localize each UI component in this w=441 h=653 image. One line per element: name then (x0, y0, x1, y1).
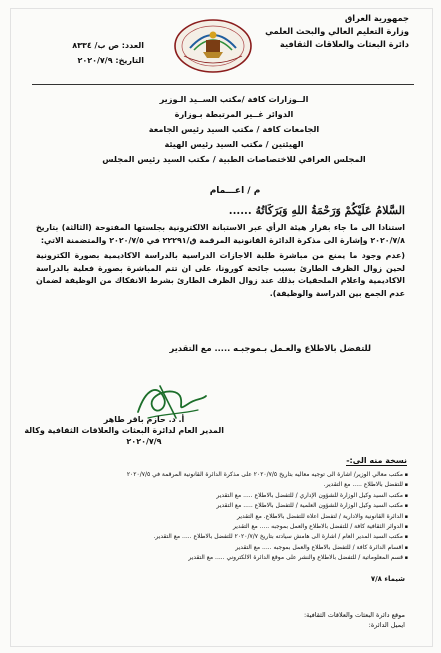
copy-recipient-item: ▪ اقسام الدائرة كافة / للتفضل بالاطلاع والعمل بموجبه ..... مع التقدير (34, 543, 408, 553)
date-label: التاريخ: (115, 56, 144, 65)
reference-block (44, 38, 144, 68)
header-line-ministry: وزارة التعليم العالي والبحث العلمي (265, 26, 409, 36)
subject-line: م / اعـــمام (209, 186, 261, 196)
recipient-line: الدوائر غــير المرتبطة بـوزارة (174, 109, 294, 119)
letter-body (36, 222, 405, 304)
footer-email-label: ايميل الدائرة: (368, 621, 405, 629)
typist-initials: شيماء ٧/٨ (370, 575, 405, 583)
closing-line: للتفضل بالاطلاع والعـمل بـموجبـه ..... مع التقدير (169, 343, 371, 353)
copy-recipient-item: ▪ قسم المعلوماتية / للتفضل بالاطلاع والنشر على موقع الدائرة الالكتروني ..... مع التقدير (34, 553, 408, 563)
salutation: السَّلامُ عَلَيْكُمْ وَرَحْمَةُ اللهِ وَبَرَكَاتُهُ ...... (228, 204, 405, 217)
copy-recipient-item: ▪ مكتب السيد وكيل الوزارة للشؤون العلمية / للتفضل بالاطلاع ..... مع التقدير (34, 501, 408, 511)
number-value: ٨٣٣٤ (72, 41, 92, 50)
copy-recipient-item: ▪ للتفضل بالاطلاع ..... مع التقدير. (34, 480, 408, 490)
signer-name: أ. د. حازم باقر طاهر (103, 415, 185, 424)
copies-list (34, 470, 408, 564)
ministry-header (265, 12, 409, 51)
copy-recipient-item: ▪ مكتب السيد وكيل الوزارة للشؤون الإداري / للتفضل بالاطلاع ..... مع التقدير (34, 491, 408, 501)
header-line-directorate: دائرة البعثات والعلاقات الثقافية (279, 39, 409, 49)
recipients-block (100, 92, 368, 167)
date-value: ٢٠٢٠/٧/٩ (77, 56, 113, 65)
copy-recipient-item: ▪ الدائرة القانونية والادارية / لتفضل اعلاه للتفضل بالاطلاع. مع التقدير (34, 512, 408, 522)
body-paragraph: استنادا الى ما جاء بقرار هيئة الرأي عبر الاستبانة الالكترونية بجلستها المفتوحة (الثالثة) بتاريخ ٢٠٢٠/٧/٨ وإشارة الى مذكرة الدائرة القانونية المرقمة ق/٢٢٢٩١ في ٢٠٢٠/٧/٥ والمتضمنة الاتي: (36, 223, 405, 245)
footer-website-label: موقع دائرة البعثات والعلاقات الثقافية: (303, 611, 405, 619)
signer-block (24, 414, 224, 447)
reference-number-row (44, 38, 144, 53)
copy-recipient-item: ▪ مكتب السيد المدير العام / اشارة الى هامش سيادته بتاريخ ٢٠٢٠/٧/٧ للتفضل بالاطلاع ..... مع التقدير. (34, 532, 408, 542)
footer-contact (304, 610, 405, 630)
recipient-line: الهيئتين / مكتب السيد رئيس الهيئة (164, 139, 304, 149)
reference-date-row (44, 53, 144, 68)
copies-heading: نسخة منه الى:- (346, 456, 407, 465)
copy-recipient-item: ▪ الدوائر الثقافية كافة / للتفضل بالاطلاع والعمل بموجبه ..... مع التقدير (34, 522, 408, 532)
recipient-line: المجلس العراقي للاختصاصات الطبية / مكتب السيد رئيس المجلس (102, 154, 366, 164)
recipient-line: الــوزارات كافة /مكتب الســيد الـوزير (159, 94, 309, 104)
copy-recipient-item: ▪ مكتب معالي الوزير/ اشارة الى توجيه معاليه بتاريخ ٢٠٢٠/٧/٥ على مذكرة الدائرة القانونية المرقمة في ٢٠٢٠/٧/٥ (34, 470, 408, 480)
header-line-republic: جمهورية العراق (344, 13, 409, 23)
signer-date: ٢٠٢٠/٧/٩ (126, 437, 162, 446)
number-label: العدد: ص ب/ (94, 41, 144, 50)
body-paragraph: (عدم وجود ما يمنع من مباشرة طلبة الاجازات الدراسية بالدراسة الاكاديمية بصورة الكترونية لحين زوال الظرف الطارئ بسبب جائحة كورونا، على ان تتم المباشرة بصورة فعلية بالدراسة الاكاديمية واعلام الملحقيات بذلك عند زوال الظرف الطارئ بشرط الانفكاك من الوظيفة لضمان عدم الجمع بين الدراسة والوظيفة). (36, 251, 405, 298)
signer-title: المدير العام لدائرة البعثات والعلاقات الثقافية وكالة (24, 426, 224, 435)
ministry-logo-emblem (172, 18, 254, 74)
header-divider (32, 84, 414, 85)
recipient-line: الجامعات كافة / مكتب السيد رئيس الجامعة (148, 124, 320, 134)
